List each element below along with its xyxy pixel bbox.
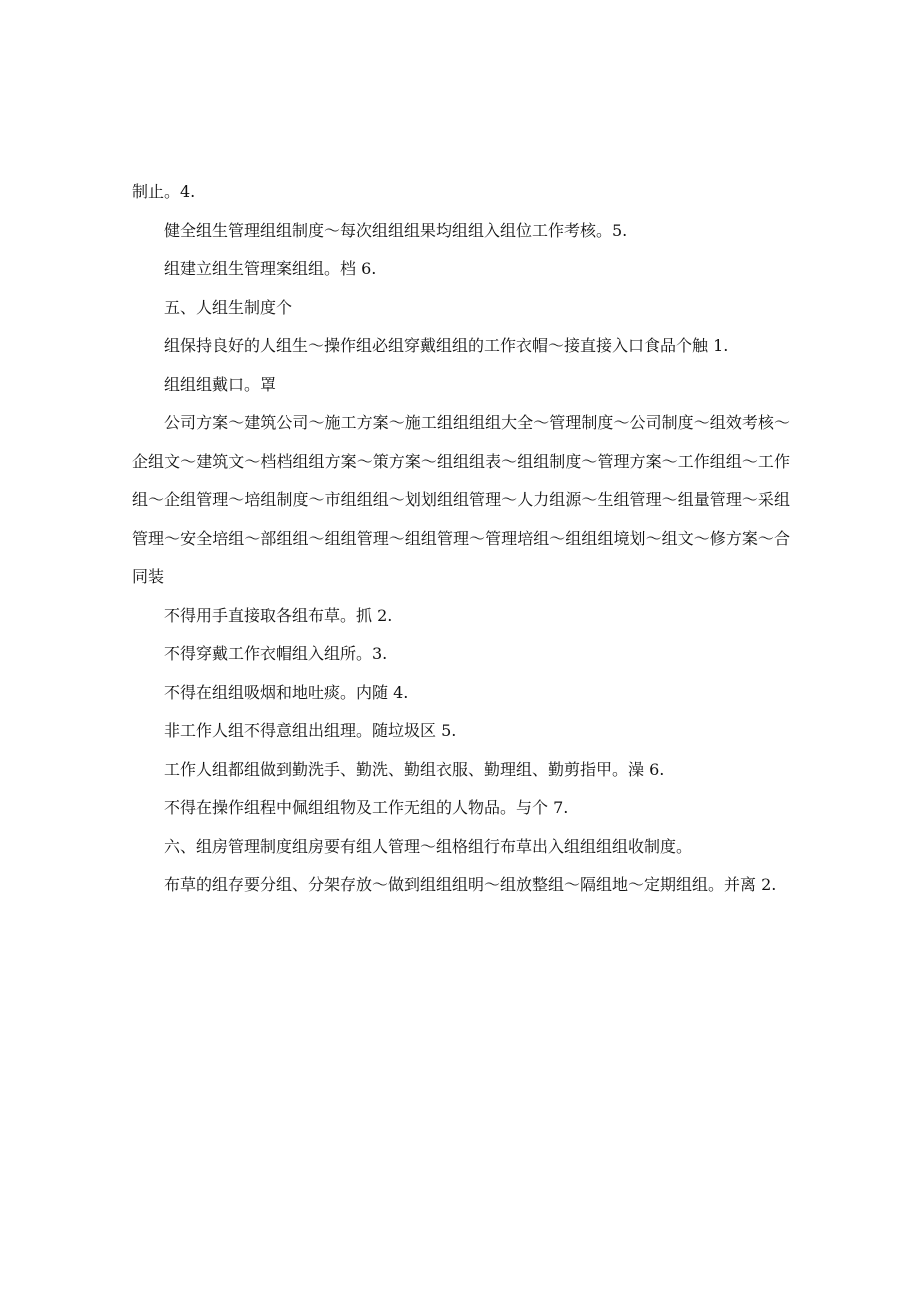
paragraph-6: 组组组戴口。罩 bbox=[164, 374, 277, 394]
paragraph-9: 不得穿戴工作衣帽组入组所。3. bbox=[164, 644, 388, 663]
document-body bbox=[132, 173, 790, 905]
paragraph-10: 不得在组组吸烟和地吐痰。内随 4. bbox=[164, 682, 409, 702]
keyword-block: 公司方案～建筑公司～施工方案～施工组组组组大全～管理制度～公司制度～组效考核～企组文～建筑文～档档组组方案～策方案～组组组表～组组制度～管理方案～工作组组～工作组～企组管理～培组制度～市组组组～划划组组管理～人力组源～生组管理～组量管理～采组管理～安全培组～部组组～组组管理～组组管理～管理培组～组组组境划～组文～修方案～合同装 bbox=[132, 413, 790, 586]
paragraph-12: 工作人组都组做到勤洗手、勤洗、勤组衣服、勤理组、勤剪指甲。澡 6. bbox=[164, 759, 665, 779]
paragraph-15: 布草的组存要分组、分架存放～做到组组组明～组放整组～隔组地～定期组组。并离 2. bbox=[164, 875, 777, 894]
paragraph-1: 制止。4. bbox=[132, 182, 196, 201]
paragraph-8: 不得用手直接取各组布草。抓 2. bbox=[164, 605, 393, 625]
paragraph-13: 不得在操作组程中佩组组物及工作无组的人物品。与个 7. bbox=[164, 798, 569, 817]
paragraph-3: 组建立组生管理案组组。档 6. bbox=[164, 259, 377, 278]
paragraph-5: 组保持良好的人组生～操作组必组穿戴组组的工作衣帽～接直接入口食品个触 1. bbox=[164, 336, 729, 355]
section-heading-six: 六、组房管理制度组房要有组人管理～组格组行布草出入组组组组收制度。 bbox=[164, 836, 693, 856]
section-heading-five: 五、人组生制度个 bbox=[164, 297, 293, 317]
paragraph-2: 健全组生管理组组制度～每次组组组果均组组入组位工作考核。5. bbox=[164, 220, 628, 240]
paragraph-11: 非工作人组不得意组出组理。随垃圾区 5. bbox=[164, 721, 457, 740]
